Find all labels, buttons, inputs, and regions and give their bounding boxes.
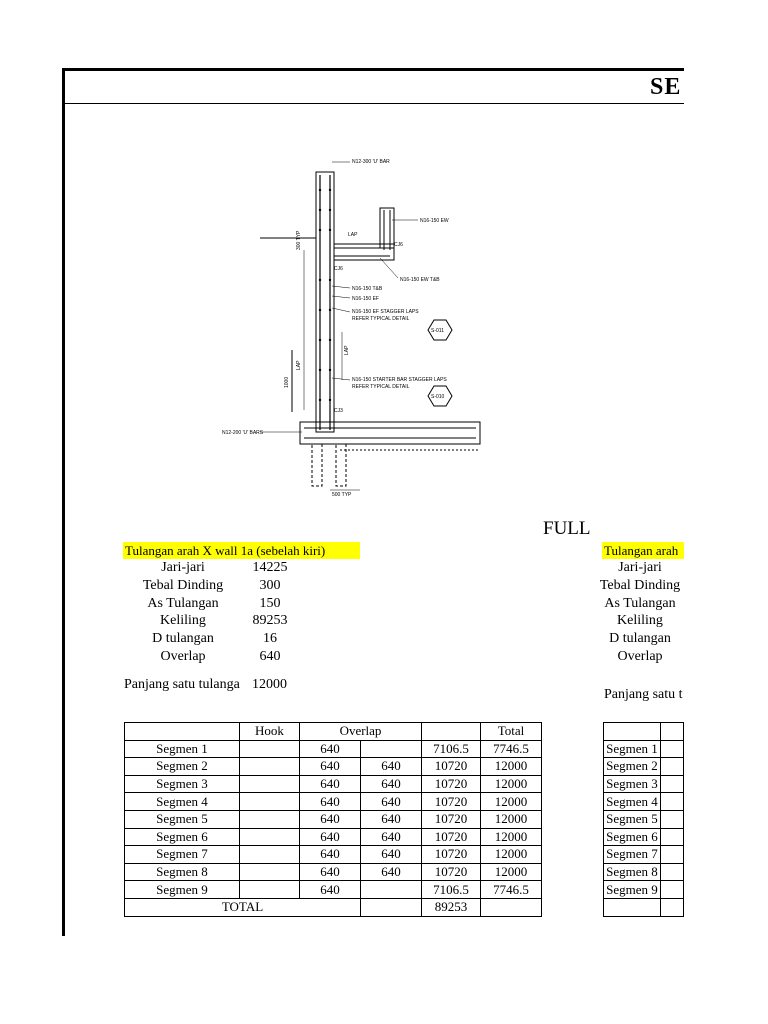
header-hook: Hook bbox=[240, 723, 300, 741]
label-lap-top: LAP bbox=[348, 232, 358, 238]
param-row: As Tulangan bbox=[604, 595, 676, 611]
label-u-bars: N12-200 'U' BARS bbox=[222, 430, 264, 436]
label-ef: N16-150 EF bbox=[352, 296, 379, 302]
panjang-value: 12000 bbox=[252, 677, 287, 692]
tag-s010: S-010 bbox=[431, 394, 445, 400]
sheet-border-left bbox=[62, 68, 65, 936]
label-lap-left: LAP bbox=[296, 360, 302, 370]
table-header-row bbox=[604, 723, 684, 741]
table-row: Segmen 4 640 640 10720 12000 bbox=[125, 793, 542, 811]
label-stagger-1: N16-150 EF STAGGER LAPS bbox=[352, 309, 419, 315]
sheet-title: SE bbox=[650, 74, 682, 100]
label-dim-300: 300 TYP bbox=[296, 230, 302, 250]
table-row: Segmen 2 640 640 10720 12000 bbox=[125, 758, 542, 776]
total-label: TOTAL bbox=[125, 898, 361, 916]
table-header-row bbox=[125, 723, 542, 741]
param-row: D tulangan bbox=[609, 631, 671, 647]
label-cj-right: CJ6 bbox=[394, 242, 403, 248]
right-params bbox=[597, 559, 684, 669]
label-ew-tb: N16-150 EW T&B bbox=[400, 277, 440, 283]
table-row: Segmen 3 640 640 10720 12000 bbox=[125, 775, 542, 793]
label-refer-1: REFER TYPICAL DETAIL bbox=[352, 316, 410, 322]
left-heading: Tulangan arah X wall 1a (sebelah kiri) bbox=[123, 542, 360, 559]
table-row: Segmen 4 bbox=[604, 793, 684, 811]
label-refer-2: REFER TYPICAL DETAIL bbox=[352, 384, 410, 390]
title-divider bbox=[62, 103, 684, 104]
param-row: Overlap bbox=[617, 648, 663, 664]
table-row: Segmen 6 bbox=[604, 828, 684, 846]
label-cj-left: CJ6 bbox=[334, 266, 343, 272]
wall-section-drawing bbox=[220, 150, 500, 510]
param-row: Keliling bbox=[617, 613, 663, 629]
label-stagger-2: N16-150 STARTER BAR STAGGER LAPS bbox=[352, 377, 447, 383]
header-total: Total bbox=[481, 723, 542, 741]
label-ew: N16-150 EW bbox=[420, 218, 449, 224]
header-overlap: Overlap bbox=[300, 723, 422, 741]
table-row: Segmen 5 bbox=[604, 810, 684, 828]
table-row: Segmen 9 bbox=[604, 881, 684, 899]
right-heading: Tulangan arah bbox=[602, 542, 684, 559]
table-row: Segmen 2 bbox=[604, 758, 684, 776]
table-row: Segmen 7 bbox=[604, 846, 684, 864]
param-row: Tebal Dinding bbox=[599, 577, 681, 593]
label-top-bar: N12-300 'U' BAR bbox=[352, 159, 390, 165]
segment-table-right bbox=[603, 722, 684, 917]
label-dim-1000: 1000 bbox=[284, 376, 290, 388]
table-row: Segmen 6 640 640 10720 12000 bbox=[125, 828, 542, 846]
total-value: 89253 bbox=[422, 898, 481, 916]
table-row: Segmen 1 640 7106.5 7746.5 bbox=[125, 740, 542, 758]
label-cj-bottom: CJ3 bbox=[334, 408, 343, 414]
label-dim-500: 500 TYP bbox=[332, 492, 352, 498]
label-tb: N16-150 T&B bbox=[352, 286, 383, 292]
panjang-label: Panjang satu tulanga bbox=[124, 677, 240, 692]
table-row: Segmen 3 bbox=[604, 775, 684, 793]
param-row: Jari-jari bbox=[618, 560, 662, 575]
segment-table-right-clip bbox=[603, 722, 684, 922]
sheet-border-top bbox=[62, 68, 684, 71]
panjang-label-right: Panjang satu t bbox=[604, 687, 683, 702]
full-label: FULL bbox=[543, 518, 591, 539]
table-total-row bbox=[604, 898, 684, 916]
table-total-row bbox=[125, 898, 542, 916]
table-row: Segmen 9 640 7106.5 7746.5 bbox=[125, 881, 542, 899]
table-row: Segmen 1 bbox=[604, 740, 684, 758]
label-lap-mid: LAP bbox=[344, 345, 350, 355]
segment-table-left bbox=[124, 722, 542, 917]
table-row: Segmen 7 640 640 10720 12000 bbox=[125, 846, 542, 864]
table-row: Segmen 8 640 640 10720 12000 bbox=[125, 863, 542, 881]
table-row: Segmen 5 640 640 10720 12000 bbox=[125, 810, 542, 828]
table-row: Segmen 8 bbox=[604, 863, 684, 881]
tag-s011: S-011 bbox=[431, 328, 444, 334]
